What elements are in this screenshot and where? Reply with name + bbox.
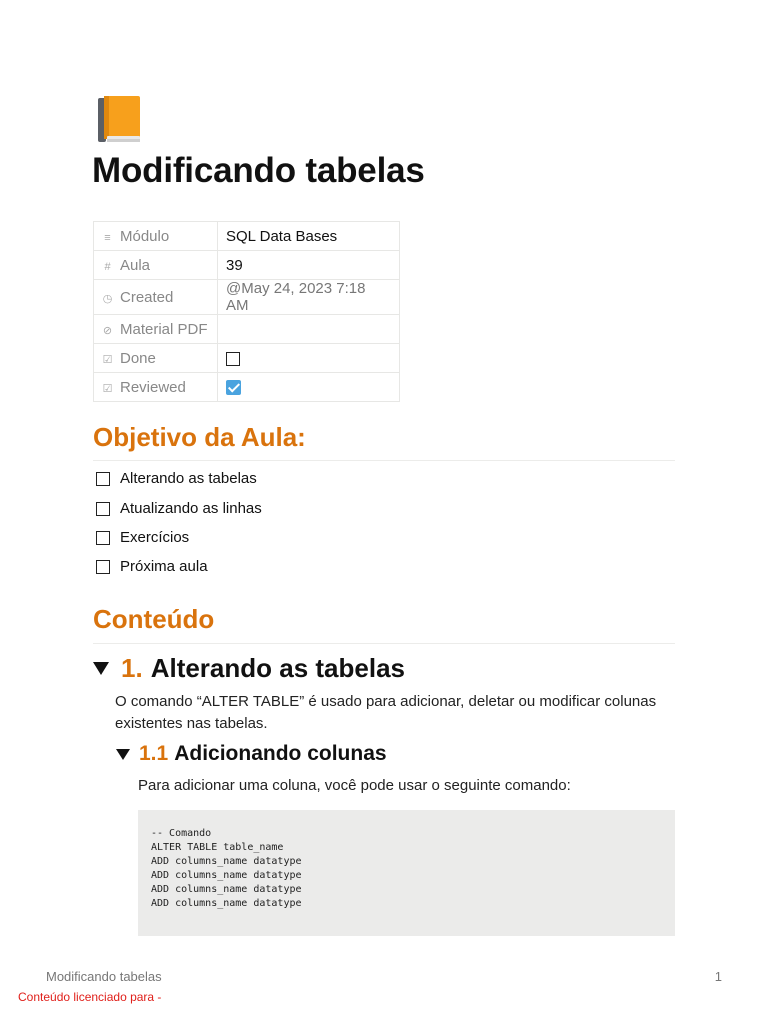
- property-key: [94, 344, 218, 373]
- property-value[interactable]: 39: [218, 251, 400, 280]
- todo-checkbox[interactable]: [96, 531, 110, 545]
- todo-item: [96, 470, 257, 487]
- properties-table: [93, 221, 400, 402]
- property-label: Done: [120, 349, 156, 367]
- section-text: O comando “ALTER TABLE” é usado para adicionar, deletar ou modificar colunas existentes nas tabelas.: [115, 693, 657, 732]
- property-label: Material PDF: [120, 320, 208, 338]
- todo-label: Atualizando as linhas: [120, 500, 262, 517]
- property-value: [218, 344, 400, 373]
- toggle-heading-1-1[interactable]: [116, 742, 387, 766]
- property-label: Reviewed: [120, 378, 186, 396]
- hash-icon: #: [104, 260, 111, 273]
- reviewed-checkbox[interactable]: [226, 380, 241, 395]
- todo-checkbox[interactable]: [96, 472, 110, 486]
- property-key: [94, 315, 218, 344]
- property-key: [94, 280, 218, 315]
- property-row-done: [94, 344, 400, 373]
- text-lines-icon: ≡: [104, 231, 111, 244]
- todo-label: Exercícios: [120, 529, 190, 546]
- todo-item: [96, 500, 262, 517]
- heading-divider: [93, 460, 675, 461]
- todo-item: [96, 558, 208, 575]
- footer-title: Modificando tabelas: [46, 969, 162, 984]
- property-value[interactable]: [218, 315, 400, 344]
- page-number: 1: [714, 969, 722, 984]
- property-row-created: [94, 280, 400, 315]
- conteudo-heading: Conteúdo: [93, 604, 215, 634]
- checkbox-property-icon: ☑: [102, 382, 113, 395]
- toggle-heading-1[interactable]: [93, 653, 405, 684]
- property-value: @May 24, 2023 7:18 AM: [218, 280, 400, 315]
- checkbox-property-icon: ☑: [102, 353, 113, 366]
- todo-label: Alterando as tabelas: [120, 470, 257, 487]
- license-notice: Conteúdo licenciado para -: [18, 990, 162, 1004]
- code-block[interactable]: [138, 810, 675, 936]
- clock-icon: ◷: [102, 292, 113, 305]
- property-label: Created: [120, 288, 174, 306]
- orange-book-icon: [98, 95, 142, 143]
- property-key: [94, 373, 218, 402]
- property-row-reviewed: [94, 373, 400, 402]
- section-title: Adicionando colunas: [174, 742, 387, 765]
- toggle-triangle-icon[interactable]: [93, 662, 109, 675]
- property-value[interactable]: SQL Data Bases: [218, 222, 400, 251]
- todo-label: Próxima aula: [120, 558, 208, 575]
- property-row-aula: [94, 251, 400, 280]
- toggle-triangle-icon[interactable]: [116, 749, 130, 760]
- property-key: [94, 222, 218, 251]
- paperclip-icon: ⊘: [102, 324, 113, 337]
- code-content: -- Comando ALTER TABLE table_name ADD columns_name datatype ADD columns_name datatype ADD columns_name datatype ADD columns_name datatype: [151, 828, 302, 909]
- todo-checkbox[interactable]: [96, 502, 110, 516]
- section-title: Alterando as tabelas: [150, 653, 405, 683]
- section-text: Para adicionar uma coluna, você pode usar o seguinte comando:: [138, 777, 571, 794]
- todo-checkbox[interactable]: [96, 560, 110, 574]
- property-key: [94, 251, 218, 280]
- done-checkbox[interactable]: [226, 352, 240, 366]
- section-number: 1.: [121, 653, 143, 683]
- page-title: Modificando tabelas: [92, 151, 425, 190]
- property-row-material-pdf: [94, 315, 400, 344]
- property-label: Aula: [120, 256, 151, 274]
- property-value: [218, 373, 400, 402]
- heading-divider: [93, 643, 675, 644]
- todo-item: [96, 529, 189, 546]
- section-number: 1.1: [139, 742, 169, 765]
- objetivo-heading: Objetivo da Aula:: [93, 422, 306, 452]
- property-row-modulo: [94, 222, 400, 251]
- property-label: Módulo: [120, 227, 170, 245]
